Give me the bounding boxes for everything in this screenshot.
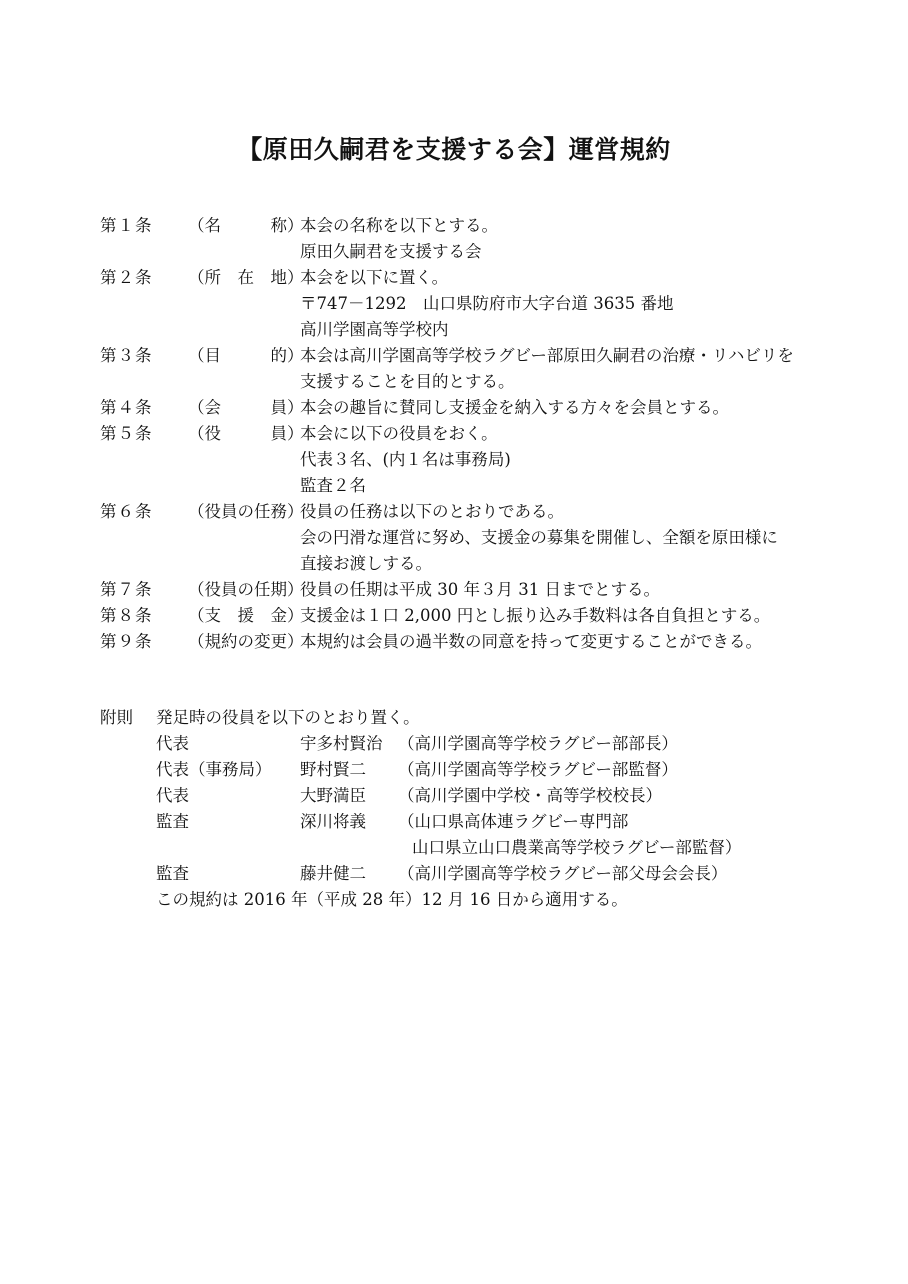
article-number: 第２条 bbox=[100, 268, 153, 287]
officer-note: （山口県高体連ラグビー専門部 bbox=[398, 812, 629, 831]
officer-row bbox=[100, 861, 741, 887]
article-text: 本会に以下の役員をおく。 bbox=[300, 424, 498, 443]
article-number: 第６条 bbox=[100, 502, 153, 521]
officer-note: 山口県立山口農業高等学校ラグビー部監督） bbox=[412, 838, 742, 857]
officer-name: 藤井健二 bbox=[300, 864, 366, 883]
article-text: 支援することを目的とする。 bbox=[300, 372, 515, 391]
article-text: 〒747－1292 山口県防府市大字台道 3635 番地 bbox=[300, 294, 674, 313]
article-text: 役員の任務は以下のとおりである。 bbox=[300, 502, 564, 521]
article-text: 本規約は会員の過半数の同意を持って変更することができる。 bbox=[300, 632, 762, 651]
article-heading: （役員の任期） bbox=[188, 580, 304, 599]
article-heading: （支 援 金） bbox=[188, 606, 304, 625]
officer-note: （高川学園高等学校ラグビー部部長） bbox=[398, 734, 678, 753]
article-heading: （会 員） bbox=[188, 398, 304, 417]
article-6 bbox=[100, 499, 794, 525]
article-heading: （規約の変更） bbox=[188, 632, 304, 651]
article-text: 本会の名称を以下とする。 bbox=[300, 216, 498, 235]
article-3 bbox=[100, 343, 794, 369]
article-7 bbox=[100, 577, 794, 603]
article-continuation bbox=[100, 447, 794, 473]
officer-name: 大野満臣 bbox=[300, 786, 366, 805]
article-2 bbox=[100, 265, 794, 291]
article-text: 会の円滑な運営に努め、支援金の募集を開催し、全額を原田様に bbox=[300, 528, 778, 547]
appendix-intro: 発足時の役員を以下のとおり置く。 bbox=[156, 708, 420, 727]
officer-role: 監査 bbox=[156, 812, 189, 831]
appendix-section bbox=[100, 705, 741, 913]
officer-note-continuation bbox=[100, 835, 741, 861]
officer-note: （高川学園高等学校ラグビー部監督） bbox=[398, 760, 678, 779]
officer-name: 野村賢二 bbox=[300, 760, 366, 779]
officer-row bbox=[100, 809, 741, 835]
article-continuation bbox=[100, 525, 794, 551]
article-continuation bbox=[100, 239, 794, 265]
officer-row bbox=[100, 731, 741, 757]
officer-role: 監査 bbox=[156, 864, 189, 883]
article-8 bbox=[100, 603, 794, 629]
article-heading: （所 在 地） bbox=[188, 268, 304, 287]
article-number: 第７条 bbox=[100, 580, 153, 599]
articles-section bbox=[100, 213, 794, 655]
article-text: 高川学園高等学校内 bbox=[300, 320, 449, 339]
article-text: 支援金は１口 2,000 円とし振り込み手数料は各自負担とする。 bbox=[300, 606, 771, 625]
article-text: 原田久嗣君を支援する会 bbox=[300, 242, 482, 261]
article-text: 監査２名 bbox=[300, 476, 366, 495]
officer-role: 代表 bbox=[156, 786, 189, 805]
officer-row bbox=[100, 757, 741, 783]
article-9 bbox=[100, 629, 794, 655]
article-number: 第８条 bbox=[100, 606, 153, 625]
closing-text: この規約は 2016 年（平成 28 年）12 月 16 日から適用する。 bbox=[156, 890, 628, 909]
officer-name: 宇多村賢治 bbox=[300, 734, 383, 753]
article-5 bbox=[100, 421, 794, 447]
article-number: 第１条 bbox=[100, 216, 153, 235]
article-continuation bbox=[100, 291, 794, 317]
article-continuation bbox=[100, 551, 794, 577]
appendix-intro-line bbox=[100, 705, 741, 731]
article-continuation bbox=[100, 317, 794, 343]
article-text: 本会の趣旨に賛同し支援金を納入する方々を会員とする。 bbox=[300, 398, 729, 417]
article-heading: （名 称） bbox=[188, 216, 304, 235]
article-continuation bbox=[100, 369, 794, 395]
article-heading: （役 員） bbox=[188, 424, 304, 443]
officer-note: （高川学園高等学校ラグビー部父母会会長） bbox=[398, 864, 728, 883]
article-continuation bbox=[100, 473, 794, 499]
article-text: 直接お渡しする。 bbox=[300, 554, 432, 573]
article-text: 本会を以下に置く。 bbox=[300, 268, 449, 287]
officer-role: 代表（事務局） bbox=[156, 760, 272, 779]
article-number: 第３条 bbox=[100, 346, 153, 365]
article-4 bbox=[100, 395, 794, 421]
article-text: 代表３名、(内１名は事務局) bbox=[300, 450, 511, 469]
article-heading: （役員の任務） bbox=[188, 502, 304, 521]
article-number: 第９条 bbox=[100, 632, 153, 651]
appendix-label: 附則 bbox=[100, 708, 133, 727]
closing-line bbox=[100, 887, 741, 913]
article-number: 第４条 bbox=[100, 398, 153, 417]
article-1 bbox=[100, 213, 794, 239]
article-number: 第５条 bbox=[100, 424, 153, 443]
document-title: 【原田久嗣君を支援する会】運営規約 bbox=[237, 135, 671, 164]
article-heading: （目 的） bbox=[188, 346, 304, 365]
officer-note: （高川学園中学校・高等学校校長） bbox=[398, 786, 662, 805]
officer-row bbox=[100, 783, 741, 809]
officer-name: 深川将義 bbox=[300, 812, 366, 831]
article-text: 役員の任期は平成 30 年３月 31 日までとする。 bbox=[300, 580, 660, 599]
article-text: 本会は高川学園高等学校ラグビー部原田久嗣君の治療・リハビリを bbox=[300, 346, 794, 365]
officer-role: 代表 bbox=[156, 734, 189, 753]
